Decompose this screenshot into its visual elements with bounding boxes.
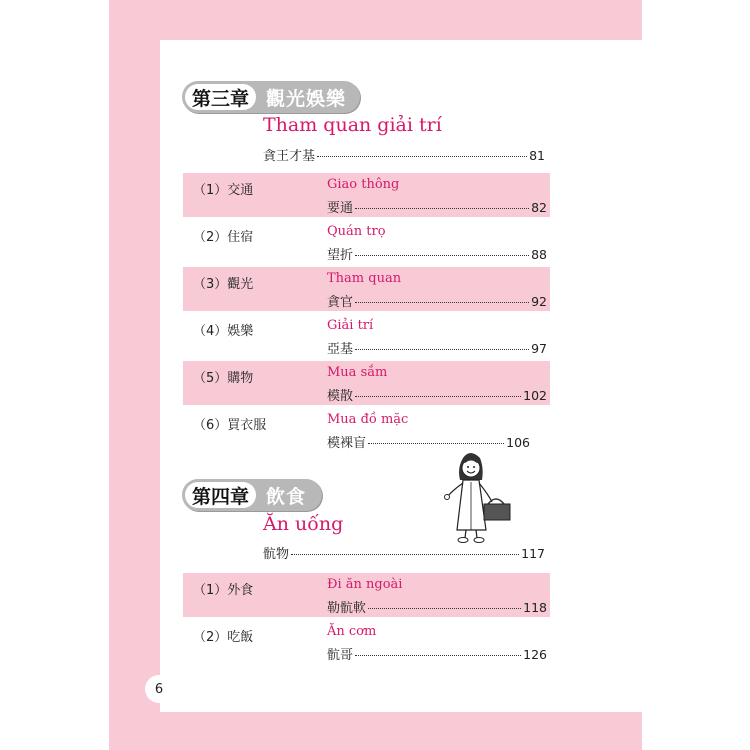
item-label: 模散: [327, 389, 354, 404]
toc-row[interactable]: [183, 267, 550, 311]
toc-row[interactable]: [183, 220, 550, 264]
toc-row[interactable]: [183, 620, 550, 664]
item-label: 勒骯軟: [327, 601, 367, 616]
item-vietnamese: Mua đồ mặc: [327, 412, 409, 427]
item-japanese: （2）住宿: [193, 230, 254, 245]
toc-row[interactable]: [183, 408, 550, 452]
item-page: 82: [531, 200, 547, 215]
item-entry: [327, 385, 547, 404]
item-japanese: （1）外食: [193, 583, 254, 598]
chapter-3-header: [182, 81, 360, 113]
dot-leader: [355, 349, 529, 350]
item-label: 要通: [327, 201, 354, 216]
item-entry: [327, 197, 547, 216]
item-japanese: （4）娛樂: [193, 324, 254, 339]
item-entry: [327, 291, 547, 310]
item-page: 106: [506, 435, 530, 450]
chapter-4-vn-title: Ăn uống: [263, 513, 344, 535]
dot-leader: [355, 655, 521, 656]
item-entry: [327, 432, 530, 451]
item-vietnamese: Ăn cơm: [327, 624, 377, 639]
item-entry: [327, 244, 547, 263]
item-page: 102: [523, 388, 547, 403]
page-number: 6: [145, 675, 173, 703]
chapter-3-vn-title: Tham quan giải trí: [263, 114, 442, 136]
chapter-3-name: 觀光娛樂: [266, 87, 347, 110]
chapter-4-name: 飲食: [266, 485, 307, 508]
item-label: 貪官: [327, 295, 354, 310]
item-page: 97: [531, 341, 547, 356]
dot-leader: [368, 608, 521, 609]
item-vietnamese: Quán trọ: [327, 224, 386, 239]
toc-row[interactable]: [183, 173, 550, 217]
dot-leader: [355, 208, 529, 209]
chapter-3-number: 第三章: [185, 84, 256, 110]
chapter-4-intro-page: 117: [521, 546, 545, 561]
item-vietnamese: Đi ăn ngoài: [327, 577, 403, 592]
toc-row[interactable]: [183, 314, 550, 358]
dot-leader: [317, 156, 527, 157]
item-japanese: （1）交通: [193, 183, 254, 198]
item-vietnamese: Giải trí: [327, 318, 374, 333]
item-page: 88: [531, 247, 547, 262]
item-vietnamese: Giao thông: [327, 177, 400, 192]
item-entry: [327, 338, 547, 357]
item-japanese: （5）購物: [193, 371, 254, 386]
chapter-4-intro-label: 骯物: [263, 547, 290, 562]
chapter-3-intro[interactable]: [263, 145, 545, 164]
item-page: 118: [523, 600, 547, 615]
dot-leader: [291, 554, 519, 555]
item-page: 126: [523, 647, 547, 662]
toc-row[interactable]: [183, 573, 550, 617]
dot-leader: [355, 255, 529, 256]
item-label: 望折: [327, 248, 354, 263]
item-japanese: （6）買衣服: [193, 418, 267, 433]
chapter-3-intro-label: 貪王才基: [263, 149, 316, 164]
item-japanese: （2）吃飯: [193, 630, 254, 645]
chapter-4-header: [182, 479, 322, 511]
dot-leader: [355, 396, 521, 397]
item-label: 亞基: [327, 342, 354, 357]
girl-with-bag-illustration: [438, 450, 518, 550]
item-label: 骯哥: [327, 648, 354, 663]
toc-row[interactable]: [183, 361, 550, 405]
chapter-4-number: 第四章: [185, 482, 256, 508]
item-label: 模裸盲: [327, 436, 367, 451]
chapter-3-intro-page: 81: [529, 148, 545, 163]
item-entry: [327, 597, 547, 616]
dot-leader: [355, 302, 529, 303]
item-vietnamese: Tham quan: [327, 271, 402, 286]
dot-leader: [368, 443, 504, 444]
item-entry: [327, 644, 547, 663]
item-japanese: （3）觀光: [193, 277, 254, 292]
item-vietnamese: Mua sắm: [327, 365, 388, 380]
item-page: 92: [531, 294, 547, 309]
